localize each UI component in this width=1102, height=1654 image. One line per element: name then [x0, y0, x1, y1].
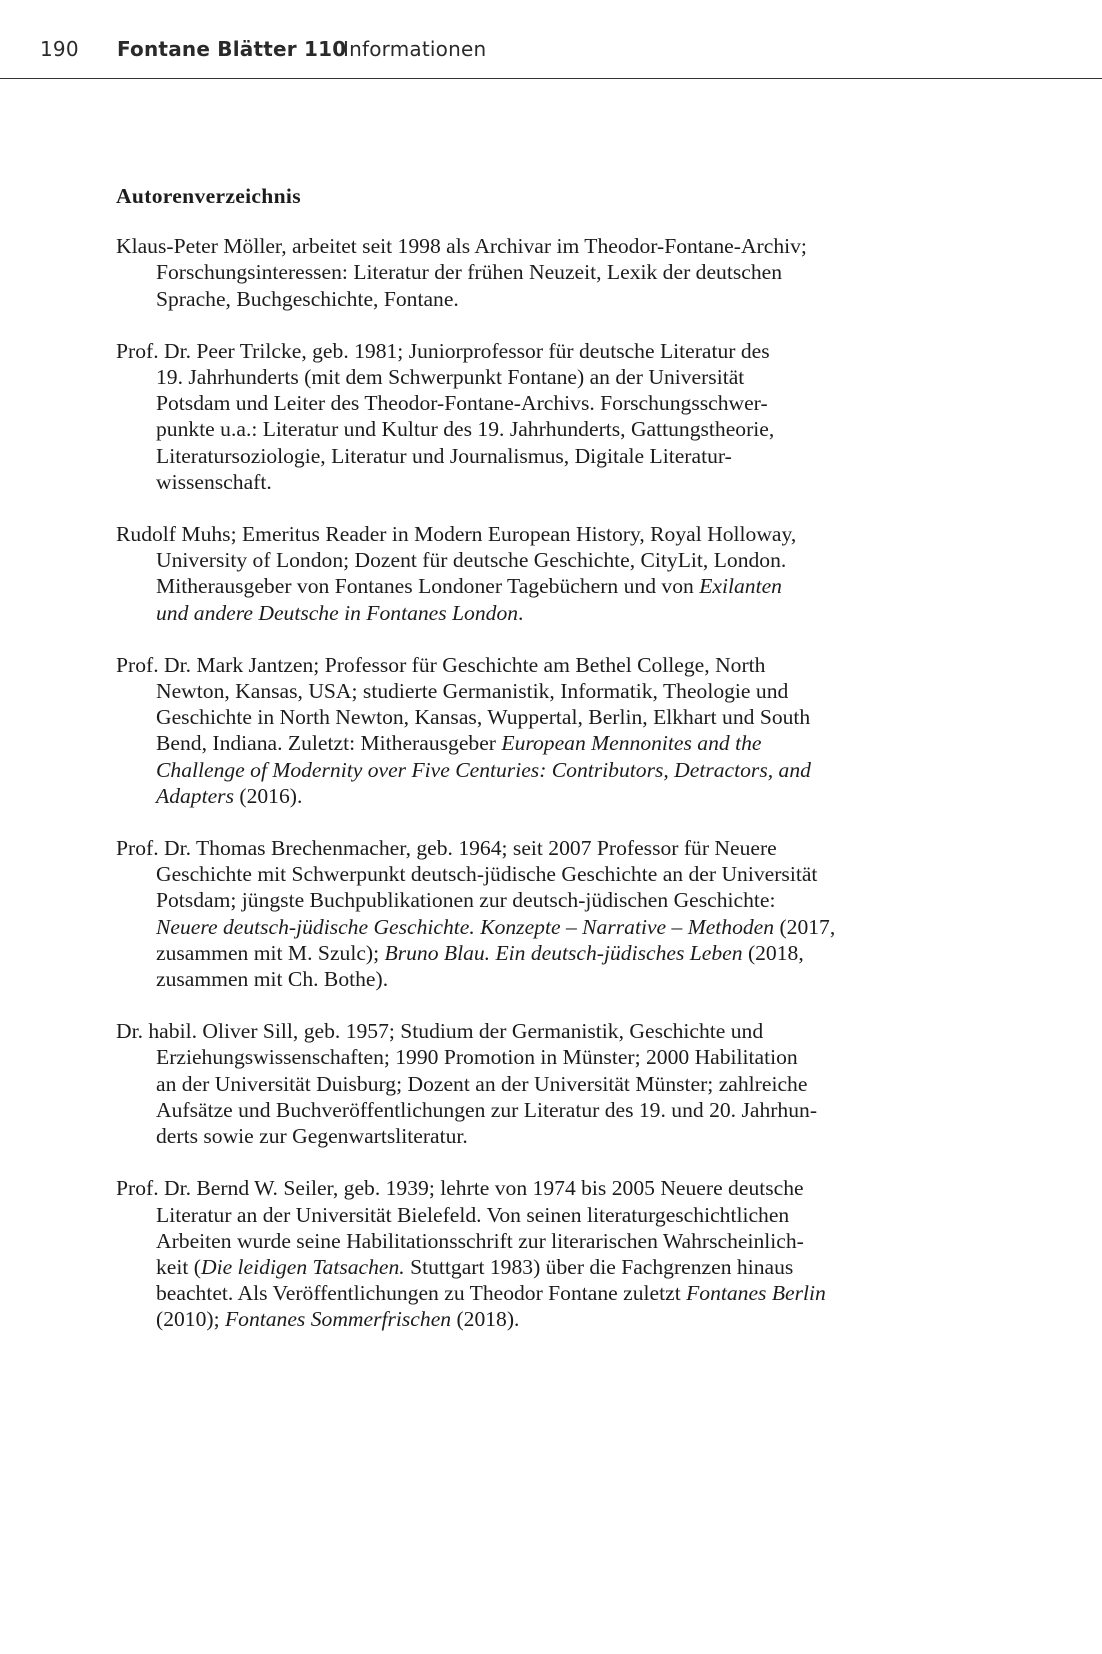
entry-text: Potsdam; jüngste Buchpublikationen zur deutsch-jüdischen Geschichte: — [156, 888, 776, 913]
entry-text: Dr. habil. Oliver Sill, geb. 1957; Studium der Germanistik, Geschichte und — [116, 1019, 764, 1044]
entry-line — [156, 966, 1006, 992]
entry-text: Arbeiten wurde seine Habilitationsschrift zur literarischen Wahrscheinlich- — [156, 1228, 804, 1253]
entry-text: Erziehungswissenschaften; 1990 Promotion in Münster; 2000 Habilitation — [156, 1045, 798, 1070]
author-entry — [116, 233, 1006, 312]
entry-line — [156, 286, 1006, 312]
entry-text: Rudolf Muhs; Emeritus Reader in Modern European History, Royal Holloway, — [116, 522, 797, 547]
entry-line — [156, 1254, 1006, 1280]
entry-text: Aufsätze und Buchveröffentlichungen zur Literatur des 19. und 20. Jahrhun- — [156, 1097, 818, 1122]
section-name: Informationen — [343, 37, 487, 61]
work-title: Challenge of Modernity over Five Centuries: Contributors, Detractors, and — [156, 757, 811, 782]
entry-line — [116, 233, 1006, 259]
entry-line — [116, 1175, 1006, 1201]
entry-text: Prof. Dr. Peer Trilcke, geb. 1981; Juniorprofessor für deutsche Literatur des — [116, 338, 770, 363]
entry-line — [116, 652, 1006, 678]
entry-text: Sprache, Buchgeschichte, Fontane. — [156, 286, 459, 311]
section-heading: Autorenverzeichnis — [116, 184, 301, 208]
entry-line — [156, 1071, 1006, 1097]
author-entry — [116, 521, 1006, 626]
entry-line — [116, 338, 1006, 364]
entry-text: Stuttgart 1983) über die Fachgrenzen hinaus — [404, 1254, 794, 1279]
entry-text: (2017, — [774, 914, 836, 939]
author-entry — [116, 1175, 1006, 1332]
entry-text: zusammen mit M. Szulc); — [156, 940, 385, 965]
entry-line — [156, 940, 1006, 966]
work-title: Die leidigen Tatsachen. — [200, 1254, 405, 1279]
entry-text: Klaus-Peter Möller, arbeitet seit 1998 als Archivar im Theodor-Fontane-Archiv; — [116, 234, 807, 259]
entry-text: Geschichte mit Schwerpunkt deutsch-jüdische Geschichte an der Universität — [156, 862, 818, 887]
work-title: Fontanes Berlin — [686, 1281, 826, 1306]
entry-text: Prof. Dr. Bernd W. Seiler, geb. 1939; lehrte von 1974 bis 2005 Neuere deutsche — [116, 1176, 804, 1201]
entry-line — [116, 521, 1006, 547]
entry-line — [156, 1306, 1006, 1332]
entry-text: (2010); — [156, 1307, 225, 1332]
page-number: 190 — [40, 37, 79, 61]
entry-line — [156, 364, 1006, 390]
entry-text: punkte u.a.: Literatur und Kultur des 19. Jahrhunderts, Gattungstheorie, — [156, 417, 775, 442]
entry-text: Mitherausgeber von Fontanes Londoner Tagebüchern und von — [156, 574, 700, 599]
entry-line — [116, 1018, 1006, 1044]
entry-text: University of London; Dozent für deutsche Geschichte, CityLit, London. — [156, 548, 787, 573]
entry-text: Newton, Kansas, USA; studierte Germanistik, Informatik, Theologie und — [156, 679, 789, 704]
entry-line — [156, 861, 1006, 887]
entry-line — [156, 704, 1006, 730]
entry-text: Prof. Dr. Mark Jantzen; Professor für Geschichte am Bethel College, North — [116, 652, 766, 677]
author-entry — [116, 835, 1006, 992]
entry-line — [156, 1044, 1006, 1070]
author-entry — [116, 338, 1006, 495]
entry-line — [156, 1097, 1006, 1123]
entry-text: Geschichte in North Newton, Kansas, Wuppertal, Berlin, Elkhart und South — [156, 705, 811, 730]
entry-line — [156, 443, 1006, 469]
entry-line — [156, 783, 1006, 809]
entry-text: Literatursoziologie, Literatur und Journalismus, Digitale Literatur- — [156, 443, 732, 468]
entry-line — [156, 547, 1006, 573]
entry-line — [156, 730, 1006, 756]
entry-text: 19. Jahrhunderts (mit dem Schwerpunkt Fontane) an der Universität — [156, 365, 745, 390]
author-index — [116, 183, 1006, 1359]
entry-text: Bend, Indiana. Zuletzt: Mitherausgeber — [156, 731, 502, 756]
journal-title: Fontane Blätter 110 — [117, 37, 347, 61]
entry-line — [156, 1280, 1006, 1306]
entry-text: an der Universität Duisburg; Dozent an der Universität Münster; zahlreiche — [156, 1071, 808, 1096]
entry-text: derts sowie zur Gegenwartsliteratur. — [156, 1124, 468, 1149]
entry-line — [156, 416, 1006, 442]
work-title: Bruno Blau. Ein deutsch-jüdisches Leben — [384, 940, 743, 965]
entry-text: (2016). — [233, 783, 303, 808]
entry-line — [156, 573, 1006, 599]
entry-line — [156, 914, 1006, 940]
entry-line — [156, 887, 1006, 913]
entry-line — [156, 1202, 1006, 1228]
author-entry — [116, 1018, 1006, 1149]
work-title: Neuere deutsch-jüdische Geschichte. Konzepte – Narrative – Methoden — [156, 914, 775, 939]
work-title: und andere Deutsche in Fontanes London — [156, 600, 519, 625]
entry-text: (2018, — [742, 940, 804, 965]
work-title: Fontanes Sommerfrischen — [224, 1307, 452, 1332]
work-title: Exilanten — [699, 574, 782, 599]
running-head — [0, 0, 1102, 79]
entry-line — [156, 600, 1006, 626]
entry-line — [156, 390, 1006, 416]
entry-text: Prof. Dr. Thomas Brechenmacher, geb. 1964; seit 2007 Professor für Neuere — [116, 836, 777, 861]
work-title: European Mennonites and the — [501, 731, 762, 756]
work-title: Adapters — [156, 783, 234, 808]
entry-line — [116, 835, 1006, 861]
entry-text: Potsdam und Leiter des Theodor-Fontane-Archivs. Forschungsschwer- — [156, 391, 768, 416]
entry-text: zusammen mit Ch. Bothe). — [156, 967, 389, 992]
author-entries — [116, 233, 1006, 1332]
author-entry — [116, 652, 1006, 809]
entry-text: Forschungsinteressen: Literatur der frühen Neuzeit, Lexik der deutschen — [156, 260, 782, 285]
entry-line — [156, 259, 1006, 285]
entry-line — [156, 469, 1006, 495]
entry-text: wissenschaft. — [156, 469, 272, 494]
entry-line — [156, 1228, 1006, 1254]
entry-text: keit ( — [156, 1254, 201, 1279]
entry-line — [156, 757, 1006, 783]
entry-text: . — [518, 600, 524, 625]
entry-line — [156, 1123, 1006, 1149]
entry-line — [156, 678, 1006, 704]
entry-text: Literatur an der Universität Bielefeld. Von seinen literaturgeschichtlichen — [156, 1202, 790, 1227]
entry-text: beachtet. Als Veröffentlichungen zu Theodor Fontane zuletzt — [156, 1281, 687, 1306]
entry-text: (2018). — [451, 1307, 520, 1332]
